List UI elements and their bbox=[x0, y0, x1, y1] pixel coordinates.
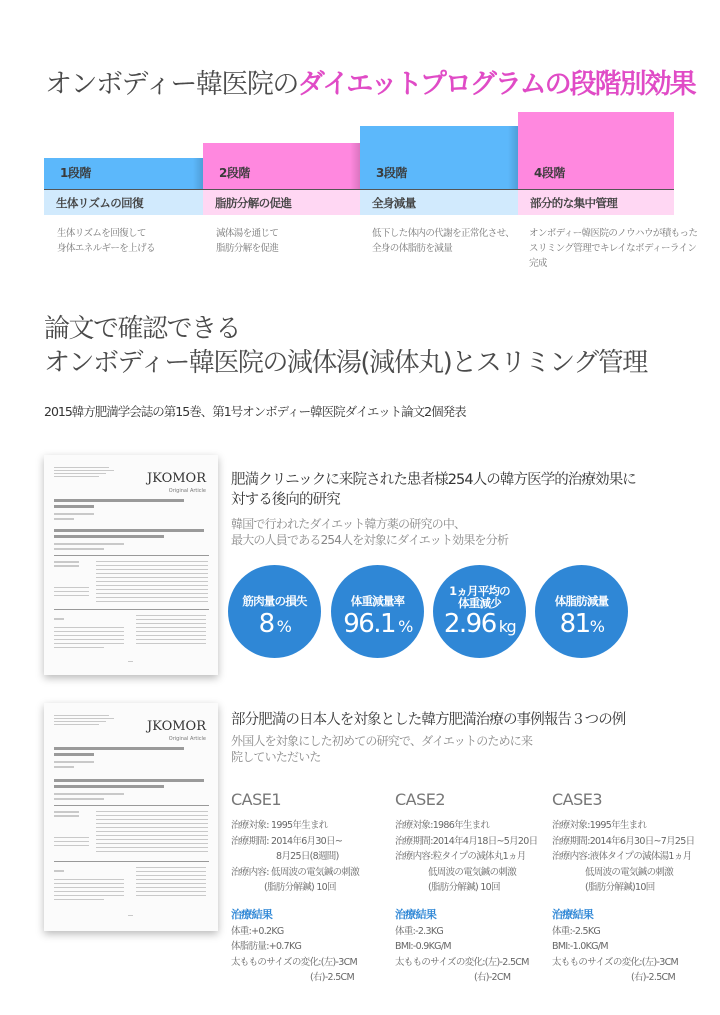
section-title bbox=[44, 312, 647, 380]
step-bar-4 bbox=[518, 112, 674, 189]
page-title-plain: オンボディー韓医院の bbox=[45, 69, 298, 100]
paper-thumbnail-1 bbox=[44, 455, 218, 675]
case-info: (脂肪分解鍼) 10回 bbox=[264, 882, 336, 893]
section-subtitle: 2015韓方肥満学会誌の第15巻、第1号オンボディー韓医院ダイエット論文2個発表 bbox=[44, 404, 466, 419]
step-desc-line: 完成 bbox=[529, 258, 547, 269]
step-desc-line: 全身の体脂肪を減量 bbox=[372, 243, 453, 254]
stat-circle-body-fat-loss bbox=[535, 565, 628, 658]
result-heading: 治療結果 bbox=[395, 907, 437, 921]
stat-label: 体脂肪減量 bbox=[554, 594, 609, 608]
stat-unit: % bbox=[276, 617, 291, 636]
step-desc-line: スリミング管理でキレイなボディーライン bbox=[529, 243, 697, 254]
case-info: 治療期間:2014年4月18日~5月20日 bbox=[395, 835, 538, 847]
stat-value-wrap bbox=[331, 609, 424, 639]
case-info: 8月25日(8週間) bbox=[276, 851, 339, 862]
case-result: 体重:+0.2KG bbox=[231, 925, 284, 937]
case-info: 治療内容:液体タイプの減体湯1ヵ月 bbox=[552, 851, 692, 862]
stat-value: 8 bbox=[258, 609, 274, 639]
study2-desc-line: 院していただいた bbox=[231, 750, 321, 764]
step-desc-4 bbox=[529, 226, 697, 271]
case-result: 体重:-2.3KG bbox=[395, 925, 444, 937]
section-title-line: オンボディー韓医院の減体湯(減体丸)とスリミング管理 bbox=[44, 348, 647, 378]
case-result: (右)-2.5CM bbox=[631, 972, 675, 983]
journal-logo: JKOMOR bbox=[147, 471, 206, 486]
step-desc-3 bbox=[372, 226, 514, 256]
study2-desc-line: 外国人を対象にした初めての研究で、ダイエットのために来 bbox=[231, 734, 533, 748]
stat-value-wrap bbox=[535, 609, 628, 639]
result-heading: 治療結果 bbox=[552, 907, 594, 921]
step-desc-line: 生体リズムを回復して bbox=[57, 228, 146, 239]
step-label: 3段階 bbox=[376, 166, 407, 180]
step-desc-line: 低下した体内の代謝を正常化させ、 bbox=[372, 228, 515, 239]
stat-circle-weight-loss-rate bbox=[331, 565, 424, 658]
study1-title-line: 肥満クリニックに来院された患者様254人の韓方医学的治療効果に bbox=[231, 472, 636, 488]
case-title: CASE2 bbox=[395, 790, 446, 809]
case-info: 治療期間: 2014年6月30日~ bbox=[231, 835, 343, 847]
stat-label: 筋肉量の損失 bbox=[242, 594, 307, 608]
step-name-3: 全身減量 bbox=[360, 190, 518, 215]
case-info: 治療対象:1986年生まれ bbox=[395, 820, 490, 831]
case-2 bbox=[395, 790, 537, 986]
step-desc-1 bbox=[57, 226, 155, 256]
stat-unit: kg bbox=[498, 617, 516, 636]
article-type: Original Article bbox=[168, 736, 206, 742]
stat-unit: % bbox=[398, 617, 412, 636]
stat-circle-monthly-weight-loss bbox=[433, 565, 526, 658]
case-info: 低周波の電気鍼の刺激 bbox=[585, 866, 674, 878]
case-info: 低周波の電気鍼の刺激 bbox=[428, 866, 517, 878]
case-result: 体重:-2.5KG bbox=[552, 925, 601, 937]
case-info: (脂肪分解鍼)10回 bbox=[585, 882, 655, 893]
stat-value: 96.1 bbox=[343, 609, 396, 639]
paper-thumbnail-2 bbox=[44, 703, 218, 931]
case-3 bbox=[552, 790, 694, 986]
stat-value: 2.96 bbox=[443, 609, 496, 639]
step-name-2: 脂肪分解の促進 bbox=[203, 190, 360, 215]
study1-desc bbox=[231, 516, 508, 548]
stat-circle-muscle-loss bbox=[228, 565, 321, 658]
case-info: 治療内容:粒タイプの減体丸1ヵ月 bbox=[395, 851, 526, 862]
step-desc-line: 身体エネルギーを上げる bbox=[57, 243, 155, 254]
case-result: (右)-2.5CM bbox=[310, 972, 354, 983]
study1-title-line: 対する後向的研究 bbox=[231, 492, 340, 508]
step-desc-line: 減体湯を通じて bbox=[216, 228, 279, 239]
case-info: 治療内容: 低周波の電気鍼の刺激 bbox=[231, 866, 360, 878]
study2-desc bbox=[231, 733, 532, 765]
case-result: 太もものサイズの変化:(左)-3CM bbox=[231, 956, 358, 968]
stat-value: 81 bbox=[559, 609, 590, 639]
step-bar-3 bbox=[360, 126, 518, 189]
case-info: (脂肪分解鍼) 10回 bbox=[428, 882, 500, 893]
step-name-4: 部分的な集中管理 bbox=[518, 190, 674, 215]
case-1 bbox=[231, 790, 359, 986]
case-info: 治療期間:2014年6月30日~7月25日 bbox=[552, 835, 695, 847]
step-label: 2段階 bbox=[219, 166, 250, 180]
stat-value-wrap bbox=[228, 609, 321, 639]
stat-value-wrap bbox=[433, 609, 526, 639]
step-desc-line: 脂肪分解を促進 bbox=[216, 243, 279, 254]
stat-label: 体重減量率 bbox=[350, 594, 405, 608]
case-title: CASE3 bbox=[552, 790, 603, 809]
step-desc-line: オンボディー韓医院のノウハウが積もった bbox=[529, 228, 698, 239]
stat-unit: % bbox=[589, 617, 604, 636]
case-title: CASE1 bbox=[231, 790, 282, 809]
study2-title: 部分肥満の日本人を対象とした韓方肥満治療の事例報告３つの例 bbox=[231, 712, 626, 728]
case-result: BMI:-0.9KG/M bbox=[395, 941, 451, 952]
case-result: (右)-2CM bbox=[474, 972, 511, 983]
study1-title bbox=[231, 470, 636, 510]
case-result: 太もものサイズの変化:(左)-3CM bbox=[552, 956, 679, 968]
page-title bbox=[45, 62, 695, 101]
result-heading: 治療結果 bbox=[231, 907, 273, 921]
stat-label: 1ヵ月平均の bbox=[449, 584, 510, 598]
section-title-line: 論文で確認できる bbox=[44, 314, 241, 344]
step-bar-2 bbox=[203, 143, 360, 189]
article-type: Original Article bbox=[168, 488, 206, 494]
step-label: 4段階 bbox=[534, 166, 565, 180]
case-result: 体脂肪量:+0.7KG bbox=[231, 941, 302, 952]
step-label: 1段階 bbox=[60, 166, 91, 180]
stat-label: 体重減少 bbox=[458, 596, 501, 610]
step-name-1: 生体リズムの回復 bbox=[44, 190, 203, 215]
case-result: 太もものサイズの変化:(左)-2.5CM bbox=[395, 956, 529, 968]
case-info: 治療対象: 1995年生まれ bbox=[231, 820, 328, 831]
step-bar-1 bbox=[44, 158, 203, 189]
study1-desc-line: 韓国で行われたダイエット韓方薬の研究の中、 bbox=[231, 517, 466, 531]
case-result: BMI:-1.0KG/M bbox=[552, 941, 608, 952]
step-desc-2 bbox=[216, 226, 278, 256]
study1-desc-line: 最大の人員である254人を対象にダイエット効果を分析 bbox=[231, 533, 509, 547]
case-info: 治療対象:1995年生まれ bbox=[552, 820, 647, 831]
journal-logo: JKOMOR bbox=[147, 719, 206, 734]
page-title-highlight: ダイエットプログラムの段階別効果 bbox=[297, 69, 695, 100]
